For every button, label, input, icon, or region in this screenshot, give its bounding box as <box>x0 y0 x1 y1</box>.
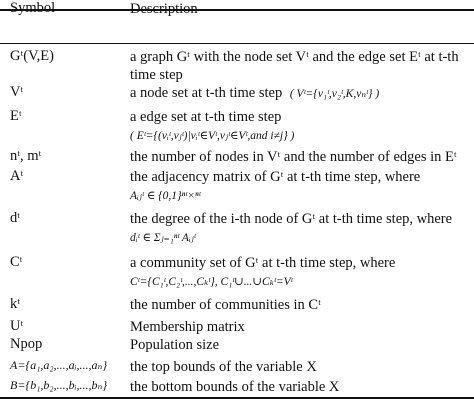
row-symbol: Aᵗ <box>10 168 24 184</box>
row-description: Membership matrix <box>130 319 245 335</box>
row-formula: ( Eᵗ={(vᵢᵗ,vⱼᵗ)|vᵢᵗ∈Vᵗ,vⱼᵗ∈Vᵗ,and i≠j} ) <box>130 130 295 142</box>
row-description: the bottom bounds of the variable X <box>130 379 340 395</box>
row-description: a edge set at t-th time step ( Eᵗ={(vᵢᵗ,vⱼᵗ)|vᵢᵗ∈Vᵗ,vⱼᵗ∈Vᵗ,and i≠j} ) <box>130 108 462 144</box>
row-symbol: Uᵗ <box>10 318 24 334</box>
row-description: the adjacency matrix of Gᵗ at t-th time step, where Aᵢⱼᵗ ∈ {0,1}ⁿᵗ×ⁿᵗ <box>130 168 462 204</box>
row-formula: ( Vᵗ={v₁ᵗ,v₂ᵗ,K,vₙᵗ} ) <box>289 88 380 100</box>
row-formula: Cᵗ={C₁ᵗ,C₂ᵗ,...,Cₖᵗ}, C₁ᵗ∪...∪Cₖᵗ=Vᵗ <box>130 276 293 288</box>
row-description: a node set at t-th time step ( Vᵗ={v₁ᵗ,v₂ᵗ,K,vₙᵗ} ) <box>130 85 380 101</box>
row-symbol: A={a₁,a₂,...,aᵢ,...,aₙ} <box>10 358 108 372</box>
row-symbol: Vᵗ <box>10 84 24 100</box>
row-symbol: kᵗ <box>10 296 21 312</box>
row-description: a graph Gᵗ with the node set Vᵗ and the edge set Eᵗ at t-th time step <box>130 49 459 83</box>
row-description: the number of nodes in Vᵗ and the number of edges in Eᵗ <box>130 149 457 165</box>
row-description: a community set of Gᵗ at t-th time step, where Cᵗ={C₁ᵗ,C₂ᵗ,...,Cₖᵗ}, C₁ᵗ∪...∪Cₖᵗ=Vᵗ <box>130 254 462 290</box>
header-description: Description <box>130 1 198 17</box>
row-symbol: dᵗ <box>10 210 21 226</box>
row-description: the top bounds of the variable X <box>130 359 317 375</box>
row-symbol: nᵗ, mᵗ <box>10 148 42 164</box>
header-rule <box>0 43 474 44</box>
row-symbol: Cᵗ <box>10 254 23 270</box>
row-symbol: Eᵗ <box>10 108 22 124</box>
header-symbol: Symbol <box>10 0 56 16</box>
row-symbol: Npop <box>10 336 43 352</box>
row-formula: dᵢᵗ ∈ Σⱼ₌₁ⁿᵗ Aᵢⱼᵗ <box>130 232 196 244</box>
row-symbol: Gᵗ(V,E) <box>10 48 54 64</box>
row-symbol: B={b₁,b₂,...,bᵢ,...,bₙ} <box>10 378 108 392</box>
bottom-rule <box>0 397 474 399</box>
row-formula: Aᵢⱼᵗ ∈ {0,1}ⁿᵗ×ⁿᵗ <box>130 190 201 202</box>
row-description: the number of communities in Cᵗ <box>130 297 321 313</box>
row-description: the degree of the i-th node of Gᵗ at t-th time step, where dᵢᵗ ∈ Σⱼ₌₁ⁿᵗ Aᵢⱼᵗ <box>130 210 462 246</box>
row-description: Population size <box>130 337 220 353</box>
